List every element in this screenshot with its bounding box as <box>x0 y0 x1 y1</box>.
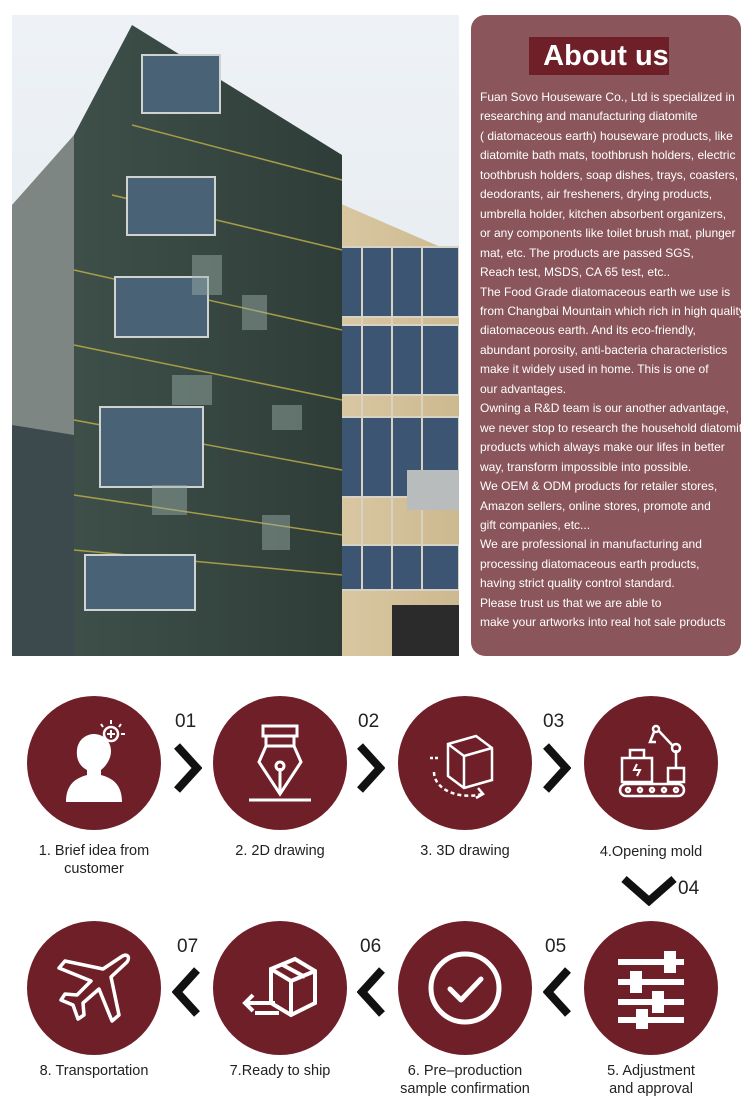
about-line: deodorants, air fresheners, drying products, <box>480 187 713 202</box>
step-number: 05 <box>545 936 567 957</box>
about-line: umbrella holder, kitchen absorbent organizers, <box>480 206 727 221</box>
airplane-icon <box>49 943 139 1033</box>
about-line: abundant porosity, anti-bacteria characteristics <box>480 342 728 357</box>
about-us-panel <box>471 15 749 656</box>
step-7-circle <box>213 921 347 1055</box>
about-line: mat, etc. The products are passed SGS, <box>480 245 694 260</box>
sliders-icon <box>606 943 696 1033</box>
about-line: we never stop to research the household diatomite <box>480 420 749 435</box>
arrow-right-icon <box>541 742 571 794</box>
step-number: 06 <box>360 936 382 957</box>
about-line: Fuan Sovo Houseware Co., Ltd is specialized in <box>480 90 735 104</box>
about-line: or any components like toilet brush mat, plunger <box>480 226 736 241</box>
about-line: way, transform impossible into possible. <box>480 459 692 474</box>
about-line: researching and manufacturing diatomite <box>480 109 698 124</box>
arrow-right-icon <box>355 742 385 794</box>
about-line: products which always make our lifes in better <box>480 440 725 455</box>
step-5-label: 5. Adjustment and approval <box>607 1063 695 1097</box>
about-line: from Changbai Mountain which rich in high quality <box>480 303 745 318</box>
about-line: processing diatomaceous earth products, <box>480 556 700 571</box>
about-line: Please trust us that we are able to <box>480 595 662 610</box>
step-8-label: 8. Transportation <box>39 1063 149 1079</box>
about-line: We are professional in manufacturing and <box>480 537 702 552</box>
robot-arm-icon <box>606 718 696 808</box>
about-title: About us <box>543 40 669 72</box>
step-number: 02 <box>358 711 380 732</box>
about-line: our advantages. <box>480 381 567 396</box>
about-line: having strict quality control standard. <box>480 576 675 591</box>
arrow-left-icon <box>172 966 202 1018</box>
factory-photo <box>12 15 459 656</box>
pen-nib-icon <box>235 718 325 808</box>
arrow-left-icon <box>543 966 573 1018</box>
step-number: 03 <box>543 711 565 732</box>
about-line: The Food Grade diatomaceous earth we use is <box>480 284 731 299</box>
about-line: We OEM & ODM products for retailer stores, <box>480 479 718 494</box>
step-8-circle <box>27 921 161 1055</box>
box-arrow-icon <box>235 943 325 1033</box>
step-2-label: 2. 2D drawing <box>235 843 325 859</box>
step-2-circle <box>213 696 347 830</box>
step-1-label: 1. Brief idea from customer <box>38 843 150 877</box>
step-1-circle <box>27 696 161 830</box>
about-line: diatomaceous earth. And its eco-friendly, <box>480 323 696 338</box>
about-line: gift companies, etc... <box>480 517 591 532</box>
step-number: 07 <box>177 936 199 957</box>
step-4-label: 4.Opening mold <box>599 844 703 860</box>
arrow-down-icon <box>620 874 678 906</box>
step-3-circle <box>398 696 532 830</box>
arrow-right-icon <box>172 742 202 794</box>
step-5-circle <box>584 921 718 1055</box>
person-idea-icon <box>49 718 139 808</box>
about-line: Amazon sellers, online stores, promote and <box>480 498 711 513</box>
step-7-label: 7.Ready to ship <box>229 1063 331 1079</box>
about-line: make it widely used in home. This is one of <box>480 362 709 377</box>
about-line: make your artworks into real hot sale products <box>480 615 726 630</box>
about-line: Owning a R&D team is our another advantage, <box>480 401 729 416</box>
checkmark-icon <box>420 943 510 1033</box>
step-6-circle <box>398 921 532 1055</box>
3d-cube-icon <box>420 718 510 808</box>
step-6-label: 6. Pre–production sample confirmation <box>400 1063 530 1097</box>
arrow-left-icon <box>357 966 387 1018</box>
step-4-circle <box>584 696 718 830</box>
about-text <box>480 88 749 633</box>
about-line: Reach test, MSDS, CA 65 test, etc.. <box>480 265 671 280</box>
about-line: diatomite bath mats, toothbrush holders, electric <box>480 148 736 163</box>
step-number: 04 <box>678 878 700 899</box>
step-3-label: 3. 3D drawing <box>420 843 510 859</box>
about-line: toothbrush holders, soap dishes, trays, coasters, <box>480 167 739 182</box>
step-number: 01 <box>175 711 197 732</box>
about-line: ( diatomaceous earth) houseware products, like <box>480 128 733 143</box>
